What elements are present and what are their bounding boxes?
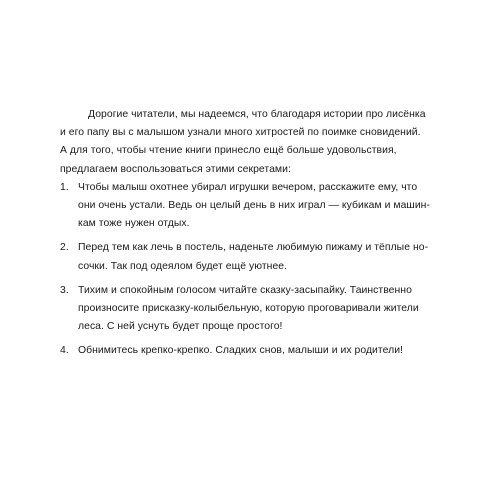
- tip-number: 2.: [60, 242, 69, 254]
- tips-list: [60, 179, 450, 361]
- intro-line: Дорогие читатели, мы надеемся, что благодаря истории про лисёнка: [88, 109, 426, 120]
- tip-line: произносите присказку-колыбельную, которую проговаривали жители: [78, 303, 419, 315]
- tip-number: 3.: [60, 284, 69, 296]
- tip-line: они очень устали. Ведь он целый день в них играл — кубикам и машин-: [78, 200, 430, 212]
- afterword-text: [60, 106, 450, 361]
- intro-line: предлагаем воспользоваться этими секретами:: [60, 163, 291, 175]
- tip-line: леса. С ней уснуть будет проще простого!: [78, 321, 283, 333]
- tip-line: Чтобы малыш охотнее убирал игрушки вечером, расскажите ему, что: [78, 181, 418, 193]
- tip-line: кам тоже нужен отдых.: [78, 218, 190, 230]
- tip-line: сочки. Так под одеялом будет ещё уютнее.: [78, 260, 288, 272]
- intro-line: А для того, чтобы чтение книги принесло ещё больше удовольствия,: [60, 145, 397, 157]
- tip-item-4: [60, 342, 450, 360]
- intro-line: и его папу вы с малышом узнали много хитростей по поимке сновидений.: [60, 127, 421, 139]
- tip-number: 4.: [60, 345, 69, 357]
- tip-line: Перед тем как лечь в постель, наденьте любимую пижаму и тёплые но-: [78, 242, 429, 254]
- tip-number: 1.: [60, 181, 69, 193]
- tip-item-1: [60, 179, 450, 234]
- tip-item-3: [60, 282, 450, 337]
- tip-line: Обнимитесь крепко-крепко. Сладких снов, малыши и их родители!: [78, 345, 403, 357]
- tip-item-2: [60, 239, 450, 275]
- tip-line: Тихим и спокойным голосом читайте сказку-засыпайку. Таинственно: [78, 284, 412, 296]
